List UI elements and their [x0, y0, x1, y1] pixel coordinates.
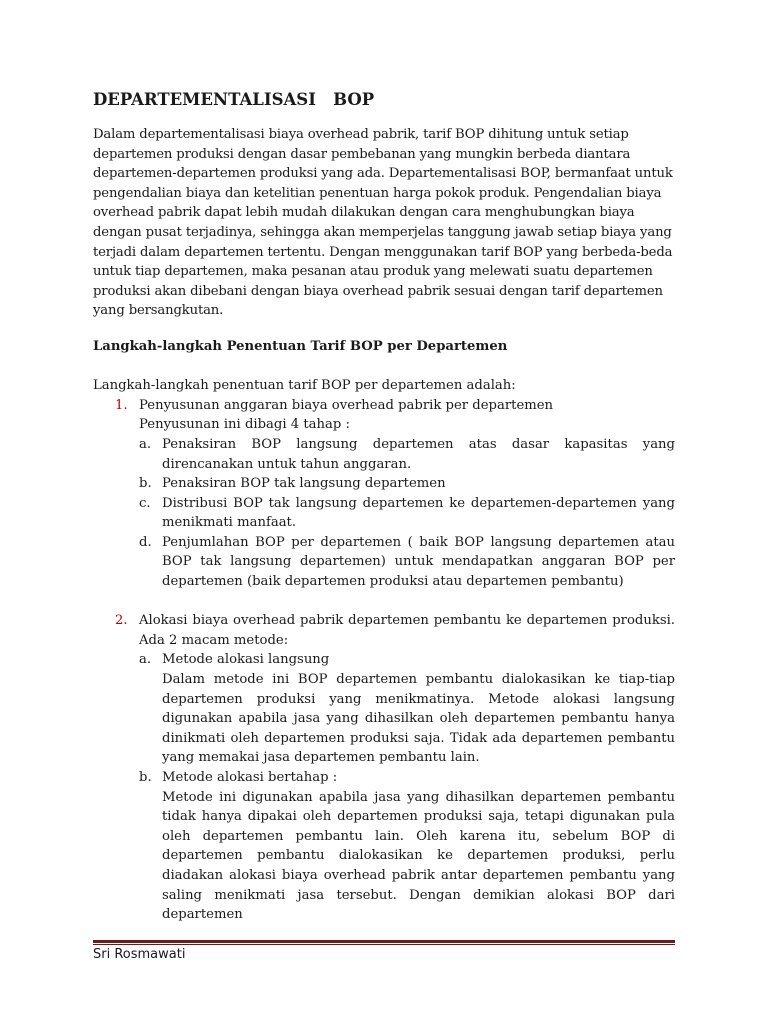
- section-heading: Langkah-langkah Penentuan Tarif BOP per Departemen: [93, 338, 508, 354]
- step-item: [93, 396, 675, 592]
- list-item: [139, 533, 675, 592]
- list-marker: a.: [139, 436, 152, 452]
- step-title: Alokasi biaya overhead pabrik departemen pembantu ke departemen produksi. Ada 2 macam metode:: [139, 613, 675, 648]
- list-item: [139, 494, 675, 533]
- page-title: DEPARTEMENTALISASI BOP: [93, 90, 375, 109]
- step-number: 1.: [115, 397, 128, 413]
- list-marker: c.: [139, 495, 151, 511]
- list-item: [139, 474, 675, 494]
- step-title: Penyusunan anggaran biaya overhead pabrik per departemen: [139, 397, 554, 413]
- step-item: [93, 611, 675, 925]
- list-item-detail: Metode ini digunakan apabila jasa yang dihasilkan departemen pembantu tidak hanya dipakai oleh departemen produksi saja, tetapi digunakan pula oleh departemen pembantu lain. Oleh karena itu, sebelum BOP di departemen pembantu dialokasikan ke departemen produksi, perlu diadakan alokasi biaya overhead pabrik antar departemen pembantu yang saling menikmati jasa tersebut. Dengan demikian alokasi BOP dari departemen: [162, 789, 675, 923]
- steps-intro: Langkah-langkah penentuan tarif BOP per departemen adalah:: [93, 378, 516, 394]
- footer-author: Sri Rosmawati: [93, 947, 186, 962]
- list-item-text: Metode alokasi langsung: [162, 652, 330, 668]
- list-marker: b.: [139, 476, 152, 492]
- footer-divider-thin: [93, 944, 675, 945]
- list-item: [139, 768, 675, 925]
- list-item: [139, 650, 675, 768]
- spacer: [93, 592, 675, 612]
- intro-paragraph: Dalam departementalisasi biaya overhead pabrik, tarif BOP dihitung untuk setiap departemen produksi dengan dasar pembebanan yang mungkin berbeda diantara departemen-departemen produksi yang ada. Departementalisasi BOP, bermanfaat untuk pengendalian biaya dan ketelitian penentuan harga pokok produk. Pengendalian biaya overhead pabrik dapat lebih mudah dilakukan dengan cara menghubungkan biaya dengan pusat terjadinya, sehingga akan memperjelas tanggung jawab setiap biaya yang terjadi dalam departemen tertentu. Dengan menggunakan tarif BOP yang berbeda-beda untuk tiap departemen, maka pesanan atau produk yang melewati suatu departemen produksi akan dibebani dengan biaya overhead pabrik sesuai dengan tarif departemen yang bersangkutan.: [93, 127, 673, 319]
- footer-divider: [93, 940, 675, 945]
- footer-divider-thick: [93, 940, 675, 943]
- sub-list: [139, 435, 675, 592]
- list-item-text: Penaksiran BOP tak langsung departemen: [162, 476, 446, 492]
- step-subtitle: Penyusunan ini dibagi 4 tahap :: [139, 417, 350, 433]
- list-item-text: Penaksiran BOP langsung departemen atas dasar kapasitas yang direncanakan untuk tahun anggaran.: [162, 436, 675, 472]
- list-item: [139, 435, 675, 474]
- list-item-text: Metode alokasi bertahap :: [162, 770, 338, 785]
- list-marker: d.: [139, 534, 152, 550]
- list-marker: a.: [139, 652, 152, 668]
- list-item-text: Penjumlahan BOP per departemen ( baik BOP langsung departemen atau BOP tak langsung departemen) untuk mendapatkan anggaran BOP per departemen (baik departemen produksi atau departemen pembantu): [162, 534, 675, 590]
- list-marker: b.: [139, 770, 152, 785]
- list-item-detail: Dalam metode ini BOP departemen pembantu dialokasikan ke tiap-tiap departemen produksi yang menikmatinya. Metode alokasi langsung digunakan apabila jasa yang dihasilkan oleh departemen pembantu hanya dinikmati oleh departemen produksi saja. Tidak ada departemen pembantu yang memakai jasa departemen pembantu lain.: [162, 672, 675, 766]
- sub-list: [139, 650, 675, 924]
- list-item-text: Distribusi BOP tak langsung departemen ke departemen-departemen yang menikmati manfaat.: [162, 495, 675, 531]
- document-body: [93, 88, 675, 925]
- step-number: 2.: [115, 613, 128, 629]
